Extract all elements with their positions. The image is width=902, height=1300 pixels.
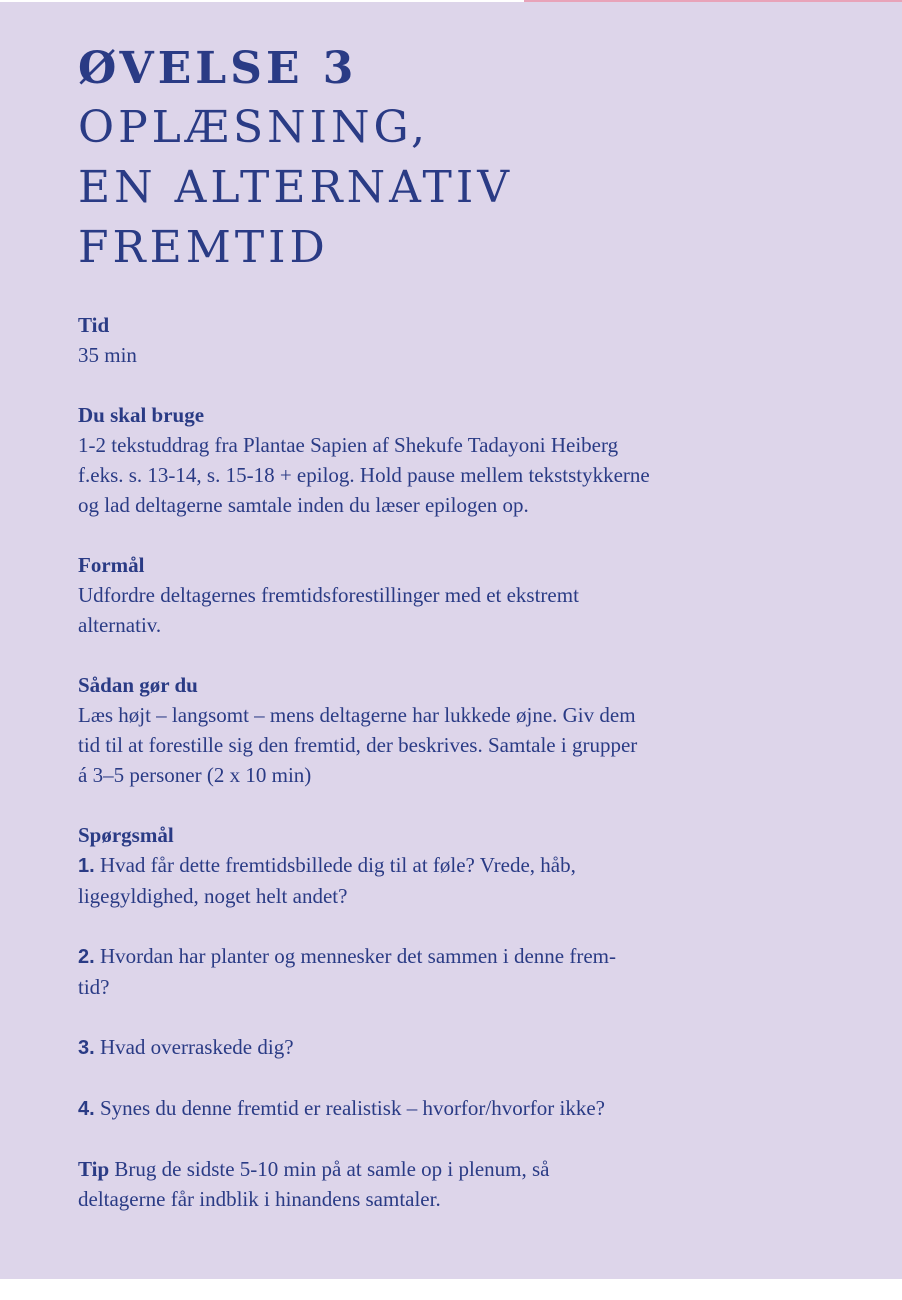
- question-number: 4.: [78, 1098, 95, 1120]
- section-tid: [78, 310, 798, 370]
- question-number: 3.: [78, 1037, 95, 1059]
- exercise-number: ØVELSE 3: [78, 43, 358, 94]
- question-text: Hvordan har planter og mennesker det sammen i denne frem-: [99, 944, 616, 968]
- page: [0, 2, 902, 1279]
- tid-value: 35 min: [78, 343, 137, 367]
- title-line-4: FREMTID: [78, 222, 329, 273]
- question-item: [78, 1093, 798, 1124]
- tip-text-continued: deltagerne får indblik i hinandens samtaler.: [78, 1187, 441, 1211]
- du-skal-bruge-line-1: 1-2 tekstuddrag fra Plantae Sapien af Shekufe Tadayoni Heiberg: [78, 433, 619, 457]
- question-item: [78, 850, 798, 911]
- question-text-continued: tid?: [78, 975, 110, 999]
- title-line-2: OPLÆSNING,: [78, 102, 430, 153]
- tid-label: Tid: [78, 313, 110, 337]
- question-text: Hvad overraskede dig?: [99, 1035, 294, 1059]
- section-saadan: [78, 670, 798, 790]
- question-text: Synes du denne fremtid er realistisk – hvorfor/hvorfor ikke?: [99, 1096, 605, 1120]
- section-formaal: [78, 550, 798, 640]
- question-text-continued: ligegyldighed, noget helt andet?: [78, 884, 348, 908]
- du-skal-bruge-line-2: f.eks. s. 13-14, s. 15-18 + epilog. Hold pause mellem tekststykkerne: [78, 463, 650, 487]
- saadan-line-2: tid til at forestille sig den fremtid, der beskrives. Samtale i grupper: [78, 733, 638, 757]
- question-text: Hvad får dette fremtidsbillede dig til at føle? Vrede, håb,: [99, 853, 576, 877]
- question-number: 1.: [78, 855, 95, 877]
- tip-label: Tip: [78, 1157, 110, 1181]
- tip-text: Brug de sidste 5-10 min på at samle op i plenum, så: [114, 1157, 550, 1181]
- question-item: [78, 941, 798, 1002]
- saadan-line-3: á 3–5 personer (2 x 10 min): [78, 763, 312, 787]
- content: [78, 40, 798, 1214]
- saadan-label: Sådan gør du: [78, 673, 198, 697]
- du-skal-bruge-label: Du skal bruge: [78, 403, 205, 427]
- formaal-label: Formål: [78, 553, 145, 577]
- formaal-line-2: alternativ.: [78, 613, 162, 637]
- formaal-line-1: Udfordre deltagernes fremtidsforestillinger med et ekstremt: [78, 583, 579, 607]
- saadan-line-1: Læs højt – langsomt – mens deltagerne har lukkede øjne. Giv dem: [78, 703, 636, 727]
- question-number: 2.: [78, 946, 95, 968]
- section-spoergsmaal: [78, 820, 798, 1124]
- spoergsmaal-label: Spørgsmål: [78, 823, 174, 847]
- tip-block: [78, 1154, 798, 1214]
- title-block: [78, 40, 798, 278]
- title-line-3: EN ALTERNATIV: [78, 162, 513, 213]
- question-item: [78, 1032, 798, 1063]
- section-du-skal-bruge: [78, 400, 798, 520]
- du-skal-bruge-line-3: og lad deltagerne samtale inden du læser epilogen op.: [78, 493, 529, 517]
